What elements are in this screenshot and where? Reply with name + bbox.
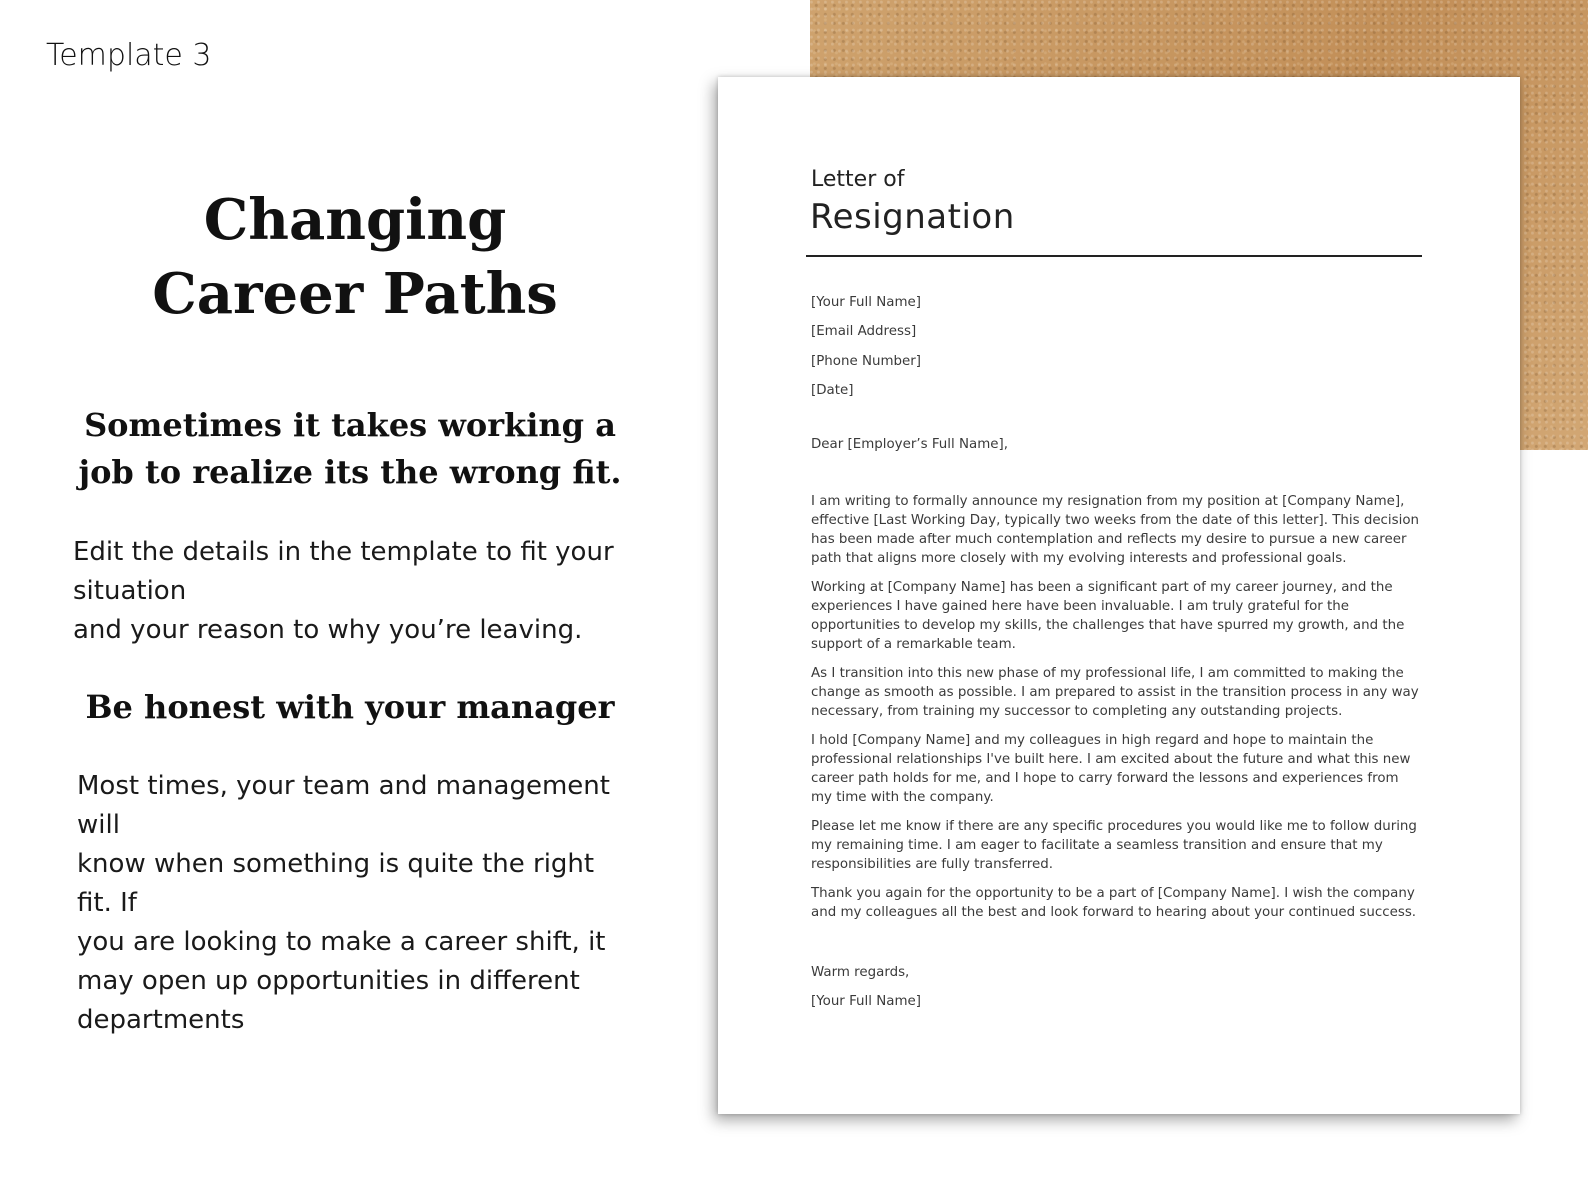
signature-name: [Your Full Name] <box>811 994 921 1010</box>
letter-paragraph: I am writing to formally announce my resignation from my position at [Company Name], effective [Last Working Day, typically two weeks from the date of this letter]. This decision has been made after much contemplation and reflects my desire to pursue a new career path that aligns more closely with my evolving interests and professional goals. <box>811 494 1420 566</box>
title-line-2: Career Paths <box>152 261 558 327</box>
closing-block <box>811 958 1423 1017</box>
letter-title: Resignation <box>810 197 1015 237</box>
contact-email: [Email Address] <box>811 324 917 340</box>
greeting: Dear [Employer’s Full Name], <box>811 437 1008 452</box>
letter-paragraph: Thank you again for the opportunity to be a part of [Company Name]. I wish the company and my colleagues all the best and look forward to hearing about your continued success. <box>811 886 1417 920</box>
page-title <box>100 183 610 331</box>
contact-phone: [Phone Number] <box>811 353 921 369</box>
title-line-1: Changing <box>203 187 507 253</box>
body-line: you are looking to make a career shift, it <box>77 927 606 957</box>
body-line: departments <box>77 1005 245 1035</box>
body-line: may open up opportunities in different <box>77 966 580 996</box>
closing-salutation: Warm regards, <box>811 965 910 980</box>
body-line: and your reason to why you’re leaving. <box>73 615 583 645</box>
template-label: Template 3 <box>46 38 212 73</box>
contact-block <box>811 288 1423 405</box>
body-line: know when something is quite the right fit. If <box>77 849 595 918</box>
subheading-be-honest: Be honest with your manager <box>85 688 615 726</box>
contact-full-name: [Your Full Name] <box>811 295 921 310</box>
letter-paragraph: As I transition into this new phase of my professional life, I am committed to making the change as smooth as possible. I am prepared to assist in the transition process in any way necessary, from training my successor to completing any outstanding projects. <box>811 666 1419 719</box>
letter-pre-title: Letter of <box>811 167 905 192</box>
edit-instructions <box>73 533 713 650</box>
title-divider <box>806 255 1422 257</box>
subheading-line-2: job to realize its the wrong fit. <box>78 453 622 491</box>
subheading-line-1: Sometimes it takes working a <box>84 406 616 444</box>
subheading-wrong-fit <box>60 402 640 496</box>
letter-document <box>718 77 1520 1114</box>
letter-body <box>811 492 1423 932</box>
letter-paragraph: I hold [Company Name] and my colleagues in high regard and hope to maintain the professional relationships I've built here. I am excited about the future and what this new career path holds for me, and I hope to carry forward the lessons and experiences from my time with the company. <box>811 733 1411 805</box>
manager-advice <box>77 767 637 1040</box>
body-line: Most times, your team and management will <box>77 771 610 840</box>
body-line: Edit the details in the template to fit your situation <box>73 537 614 606</box>
contact-date: [Date] <box>811 382 854 398</box>
letter-paragraph: Working at [Company Name] has been a significant part of my career journey, and the experiences I have gained here have been invaluable. I am truly grateful for the opportunities to develop my skills, the challenges that have spurred my growth, and the support of a remarkable team. <box>811 580 1405 652</box>
letter-paragraph: Please let me know if there are any specific procedures you would like me to follow during my remaining time. I am eager to facilitate a seamless transition and ensure that my responsibilities are fully transferred. <box>811 819 1417 872</box>
